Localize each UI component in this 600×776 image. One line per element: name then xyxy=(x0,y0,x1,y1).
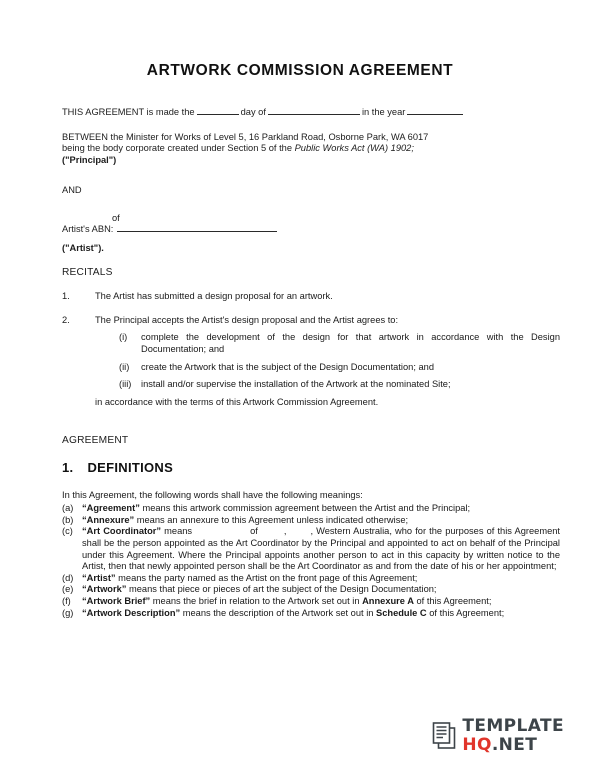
artist-label: ("Artist"). xyxy=(62,242,104,253)
recital-number: 2. xyxy=(62,314,70,325)
definition-marker: (e) xyxy=(62,584,74,595)
artist-abn-field[interactable] xyxy=(117,223,277,232)
between-line-1: BETWEEN the Minister for Works of Level 5, 16 Parkland Road, Osborne Park, WA 6017 xyxy=(62,131,429,142)
definition-text: means an annexure to this Agreement unless indicated otherwise; xyxy=(134,514,409,525)
agreement-heading: AGREEMENT xyxy=(62,434,129,446)
recital-subitem xyxy=(62,332,560,355)
definition-text-after: of this Agreement; xyxy=(413,595,492,606)
spacer xyxy=(62,303,560,315)
spacer xyxy=(62,166,560,185)
watermark-text xyxy=(462,718,564,754)
watermark-line-2 xyxy=(462,737,564,754)
definition-text: means this artwork commission agreement between the Artist and the Principal; xyxy=(139,503,471,514)
definition-reference: Annexure A xyxy=(362,595,414,606)
definition-item xyxy=(62,573,560,585)
definition-marker: (g) xyxy=(62,607,74,618)
spacer xyxy=(62,236,560,243)
between-line-2-prefix: being the body corporate created under Section 5 of the xyxy=(62,143,292,154)
artist-abn-label: Artist's ABN: xyxy=(62,223,114,234)
artist-block xyxy=(62,212,560,236)
recital-subitem-number: (ii) xyxy=(119,361,130,372)
definition-item xyxy=(62,515,560,527)
recital-subitem-text: create the Artwork that is the subject of the Design Documentation; and xyxy=(141,361,435,372)
definition-body xyxy=(82,515,560,527)
definition-reference: Schedule C xyxy=(376,607,427,618)
spacer xyxy=(62,197,560,223)
recital-number: 1. xyxy=(62,291,70,302)
definition-text-before: means the brief in relation to the Artwork set out in xyxy=(150,595,363,606)
definitions-title: DEFINITIONS xyxy=(87,459,174,475)
recital-closing-text: in accordance with the terms of this Artwork Commission Agreement. xyxy=(95,396,379,407)
spacer xyxy=(62,254,560,267)
definition-item xyxy=(62,503,560,515)
definition-body xyxy=(82,596,560,608)
month-blank-field[interactable] xyxy=(268,106,360,115)
definition-body xyxy=(82,526,560,572)
definition-body xyxy=(82,608,560,620)
page-title: ARTWORK COMMISSION AGREEMENT xyxy=(146,62,454,79)
year-blank-field[interactable] xyxy=(407,106,463,115)
definition-text-part1: means xyxy=(164,526,193,537)
definition-item xyxy=(62,596,560,608)
definition-term: “Artist” xyxy=(82,572,116,583)
recital-subitem xyxy=(62,379,560,391)
spacer xyxy=(62,475,560,490)
definitions-intro: In this Agreement, the following words shall have the following meanings: xyxy=(62,489,363,500)
definition-text: means that piece or pieces of art the subject of the Design Documentation; xyxy=(126,584,437,595)
definition-text-part2: of xyxy=(250,526,258,537)
public-works-act-citation: Public Works Act (WA) 1902; xyxy=(294,143,414,154)
recital-text: The Principal accepts the Artist's design proposal and the Artist agrees to: xyxy=(95,314,399,325)
agreement-date-prefix: THIS AGREEMENT is made the xyxy=(62,107,195,117)
definition-marker: (d) xyxy=(62,572,74,583)
recital-subitem-number: (iii) xyxy=(119,379,132,390)
definition-marker: (c) xyxy=(62,526,73,537)
definition-body xyxy=(82,584,560,596)
recital-subitem-text: install and/or supervise the installation of the Artwork at the nominated Site; xyxy=(141,379,451,390)
recital-text: The Artist has submitted a design proposal for an artwork. xyxy=(95,291,333,302)
definition-term: “Agreement” xyxy=(82,503,140,514)
recitals-heading: RECITALS xyxy=(62,267,113,279)
day-blank-field[interactable] xyxy=(197,106,239,115)
spacer xyxy=(62,418,560,435)
artist-of-label: of xyxy=(112,212,120,223)
definitions-heading xyxy=(62,460,560,475)
definition-marker: (b) xyxy=(62,514,74,525)
definition-marker: (f) xyxy=(62,595,71,606)
recital-subitem-number: (i) xyxy=(119,332,128,343)
definitions-number: 1. xyxy=(62,459,74,475)
definition-term: “Art Coordinator” xyxy=(82,526,162,537)
principal-label: ("Principal") xyxy=(62,154,117,165)
definition-item xyxy=(62,584,560,596)
between-line-2 xyxy=(62,143,560,155)
recital-subitem xyxy=(62,362,560,374)
definition-text-before: means the description of the Artwork set out in xyxy=(180,607,377,618)
definition-text: means the party named as the Artist on the front page of this Agreement; xyxy=(115,572,418,583)
definition-term: “Artwork Brief” xyxy=(82,595,151,606)
definition-body xyxy=(82,503,560,515)
definition-marker: (a) xyxy=(62,503,74,514)
recital-item xyxy=(62,315,560,327)
watermark-hq: HQ xyxy=(462,735,492,755)
watermark-logo xyxy=(432,718,564,754)
watermark-line-1: TEMPLATE xyxy=(462,716,564,736)
recital-item xyxy=(62,291,560,303)
definition-item xyxy=(62,526,560,572)
watermark-dotnet: .NET xyxy=(491,735,538,755)
artist-label-line xyxy=(62,243,560,255)
spacer xyxy=(62,447,560,460)
documents-icon xyxy=(432,721,458,751)
definition-text-part3: , xyxy=(283,526,287,537)
spacer xyxy=(62,279,560,291)
and-label: AND xyxy=(62,185,82,196)
recital-subitem-list xyxy=(62,332,560,390)
spacer xyxy=(62,119,560,132)
definition-term: “Annexure” xyxy=(82,514,135,525)
definition-text-part4: , Western Australia, who for the purposes of this Agreement shall be the person appointed as the Art Coordinator by the Principal and appointed to act on behalf of the Principal under this Agreement. Where the Principal appoints another person to act in this capacity by written notice to the Artist, then that newly appointed person shall be the Art Coordinator as and from the date of his or her appointment; xyxy=(82,526,560,572)
recital-subitem-text: complete the development of the design for that artwork in accordance with the Design Documentation; and xyxy=(141,332,560,354)
agreement-date-mid2: in the year xyxy=(361,107,406,117)
agreement-date-mid1: day of xyxy=(240,107,266,117)
definition-text-after: of this Agreement; xyxy=(426,607,505,618)
artist-abn-line xyxy=(62,223,560,236)
agreement-date-line xyxy=(62,106,560,119)
definition-body xyxy=(82,573,560,585)
definition-term: “Artwork” xyxy=(82,584,127,595)
definition-term: “Artwork Description” xyxy=(82,607,181,618)
definition-item xyxy=(62,608,560,620)
